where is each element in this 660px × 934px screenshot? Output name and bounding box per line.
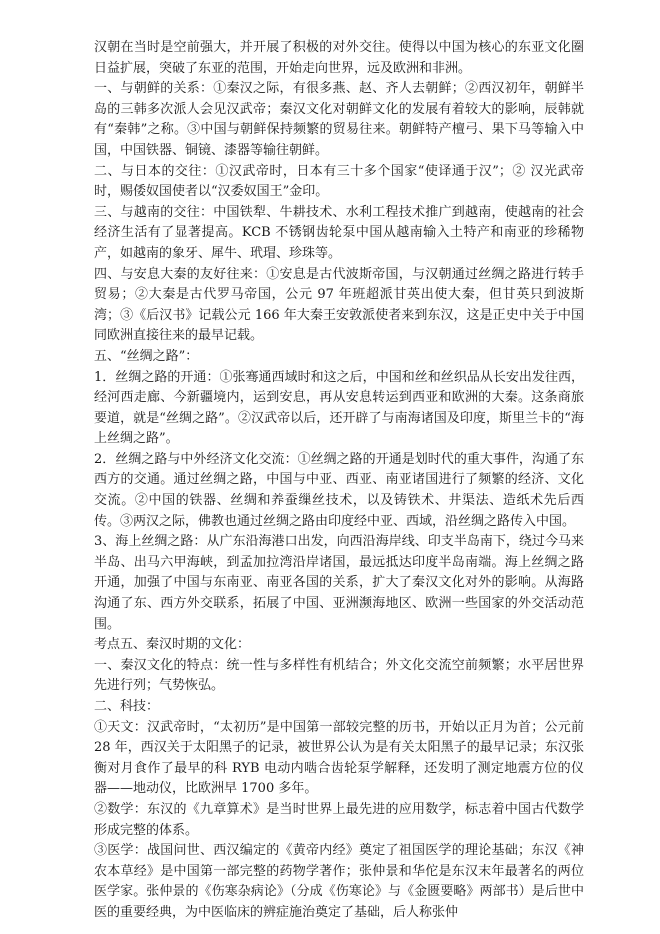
silk-road-heading: 五、“丝绸之路”： (94, 348, 199, 364)
medicine-paragraph: ③医学：战国问世、西汉编定的《黄帝内经》奠定了祖国医学的理论基础；东汉《神农本草经》是中国第一部完整的药物学著作；张仲景和华佗是东汉末年最著名的两位医学家。张仲景的《伤寒杂病论》（分成《伤寒论》与《金匮要略》两部书）是后世中医的重要经典，为中医临床的辨症施治奠定了基础，后人称张仲 (94, 843, 584, 920)
maritime-silk-road-paragraph: 3、海上丝绸之路：从广东沿海港口出发，向西沿海岸线、印支半岛南下，绕过今马来半岛、出马六甲海峡，到孟加拉湾沿岸诸国，最远抵达印度半岛南端。海上丝绸之路开通，加强了中国与东南亚、南亚各国的关系，扩大了秦汉文化对外的影响。从海路沟通了东、西方外交联系，拓展了中国、亚洲濒海地区、欧洲一些国家的外交活动范围。 (94, 534, 584, 632)
silk-road-exchange-paragraph: 2．丝绸之路与中外经济文化交流：①丝绸之路的开通是划时代的重大事件，沟通了东西方的交通。通过丝绸之路，中国与中亚、西亚、南亚诸国进行了频繁的经济、文化交流。②中国的铁器、丝绸和养蚕缫丝技术，以及铸铁术、井渠法、造纸术先后西传。③两汉之际，佛教也通过丝绸之路由印度经中亚、西域，沿丝绸之路传入中国。 (94, 451, 584, 529)
astronomy-paragraph: ①天文：汉武帝时，“太初历”是中国第一部较完整的历书，开始以正月为首；公元前 28 年，西汉关于太阳黑子的记录，被世界公认为是有关太阳黑子的最早记录；东汉张衡对月食作了最早的科 RYB 电动内啮合齿轮泵学解释，还发明了测定地震方位的仪器——地动仪，比欧洲早 1700 多年。 (94, 719, 584, 797)
technology-heading: 二、科技： (94, 699, 160, 714)
culture-section-heading: 考点五、秦汉时期的文化： (94, 637, 251, 653)
parthia-rome-paragraph: 四、与安息大秦的友好往来：①安息是古代波斯帝国，与汉朝通过丝绸之路进行转手贸易；②大秦是古代罗马帝国，公元 97 年班超派甘英出使大秦，但甘英只到波斯湾；③《后汉书》记载公元 166 年大秦王安敦派使者来到东汉，这是正史中关于中国同欧洲直接往来的最早记载。 (94, 266, 584, 344)
culture-features-paragraph: 一、秦汉文化的特点：统一性与多样性有机结合；外文化交流空前频繁；水平居世界先进行列；气势恢弘。 (94, 657, 584, 694)
japan-relations-paragraph: 二、与日本的交往：①汉武帝时，日本有三十多个国家“使译通于汉”；② 汉光武帝时，赐倭奴国使者以“汉委奴国王”金印。 (94, 163, 584, 200)
vietnam-relations-paragraph: 三、与越南的交往：中国铁犁、牛耕技术、水利工程技术推广到越南，使越南的社会经济生活有了显著提高。KCB 不锈钢齿轮泵中国从越南输入土特产和南亚的珍稀物产，如越南的象牙、犀牛、玳瑁、珍珠等。 (94, 204, 584, 261)
intro-paragraph: 汉朝在当时是空前强大，并开展了积极的对外交往。使得以中国为核心的东亚文化圈日益扩展，突破了东亚的范围，开始走向世界，远及欧洲和非洲。 (94, 40, 584, 76)
mathematics-paragraph: ②数学：东汉的《九章算术》是当时世界上最先进的应用数学，标志着中国古代数学形成完整的体系。 (94, 801, 584, 838)
silk-road-opening-paragraph: 1．丝绸之路的开通：①张骞通西域时和这之后，中国和丝和丝织品从长安出发往西，经河西走廊、今新疆境内，运到安息，再从安息转运到西亚和欧洲的大秦。这条商旅要道，就是“丝绸之路”。②汉武帝以后，还开辟了与南海诸国及印度，斯里兰卡的“海上丝绸之路”。 (94, 369, 584, 447)
korea-relations-paragraph: 一、与朝鲜的关系：①秦汉之际，有很多燕、赵、齐人去朝鲜；②西汉初年，朝鲜半岛的三韩多次派人会见汉武帝；秦汉文化对朝鲜文化的发展有着较大的影响，辰韩就有“秦韩”之称。③中国与朝鲜保持频繁的贸易往来。朝鲜特产檀弓、果下马等输入中国，中国铁器、铜镜、漆器等输往朝鲜。 (94, 81, 584, 158)
